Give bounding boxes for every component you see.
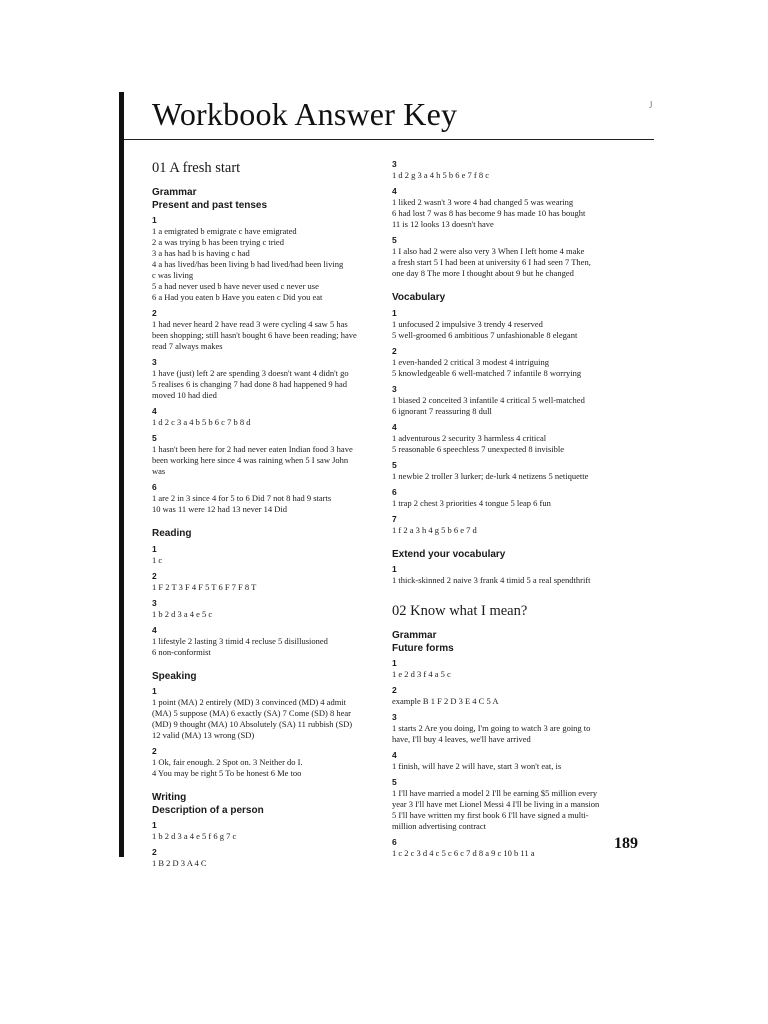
exercise-block (392, 186, 650, 230)
answer-line: 1 are 2 in 3 since 4 for 5 to 6 Did 7 not 8 had 9 starts (152, 493, 332, 503)
answer-line: 6 a Had you eaten b Have you eaten c Did you eat (152, 292, 323, 302)
answer-line: 6 non-conformist (152, 646, 211, 657)
exercise-number: 4 (152, 624, 157, 635)
exercise-number: 4 (152, 406, 157, 416)
exercise-number: 1 (392, 307, 397, 318)
exercise-number: 2 (152, 570, 157, 581)
answer-line: 1 b 2 d 3 a 4 e 5 f 6 g 7 c (152, 831, 237, 841)
unit-1-writing-exercises (152, 820, 388, 869)
left-column (152, 160, 388, 874)
answer-line: 4 You may be right 5 To be honest 6 Me too (152, 768, 302, 778)
answer-line: 1 d 2 g 3 a 4 h 5 b 6 e 7 f 8 c (392, 170, 490, 180)
exercise-block (152, 482, 388, 515)
unit-1-grammar-exercises-continued (392, 159, 650, 279)
answer-line: 5 reasonable 6 speechless 7 unexpected 8 invisible (392, 443, 565, 454)
answer-line: 1 point (MA) 2 entirely (MD) 3 convinced (MD) 4 admit (152, 697, 347, 707)
exercise-block (392, 750, 650, 772)
exercise-block (392, 422, 650, 455)
answer-line: 1 had never heard 2 have read 3 were cycling 4 saw 5 has (152, 319, 348, 329)
exercise-number: 1 (152, 215, 157, 225)
exercise-number: 2 (392, 685, 397, 695)
unit-1-grammar-heading: Grammar (152, 187, 197, 198)
exercise-block (392, 837, 650, 859)
exercise-block (152, 571, 388, 593)
exercise-number: 4 (392, 421, 397, 432)
unit-1-extend-vocabulary-heading: Extend your vocabulary (392, 548, 506, 560)
exercise-block (152, 598, 388, 620)
unit-1-vocabulary-exercises (392, 308, 650, 536)
answer-line: 1 f 2 a 3 h 4 g 5 b 6 e 7 d (392, 524, 477, 535)
exercise-block (152, 746, 388, 779)
exercise-number: 1 (392, 658, 397, 668)
unit-1-vocabulary-heading: Vocabulary (392, 292, 446, 303)
answer-line: year 3 I'll have met Lionel Messi 4 I'll be living in a mansion (392, 799, 600, 809)
unit-2-grammar-heading: Grammar (392, 630, 437, 641)
title-divider (124, 139, 654, 140)
unit-1-writing-heading: Writing (152, 792, 187, 803)
exercise-block (152, 820, 388, 842)
answer-line: 1 lifestyle 2 lasting 3 timid 4 recluse 5 disillusioned (152, 635, 328, 646)
answer-line: was (152, 466, 166, 476)
answer-line: been shopping; still hasn't bought 6 have been reading; have (152, 330, 357, 340)
answer-line: 6 had lost 7 was 8 has become 9 has made 10 has bought (392, 208, 586, 218)
answer-line: moved 10 had died (152, 390, 217, 400)
exercise-block (152, 357, 388, 401)
page-corner-mark: J (649, 100, 653, 110)
exercise-block (152, 406, 388, 428)
exercise-number: 1 (152, 686, 157, 696)
exercise-number: 1 (152, 543, 157, 554)
answer-line: 1 starts 2 Are you doing, I'm going to watch 3 are going to (392, 723, 591, 733)
unit-1-grammar-exercises (152, 215, 388, 515)
exercise-block (392, 384, 650, 417)
unit-1-writing-subheading: Description of a person (152, 804, 264, 816)
exercise-block (392, 346, 650, 379)
exercise-number: 4 (392, 186, 397, 196)
exercise-number: 2 (152, 847, 157, 857)
answer-line: c was living (152, 270, 194, 280)
exercise-number: 2 (152, 746, 157, 756)
answer-line: 1 trap 2 chest 3 priorities 4 tongue 5 leap 6 fun (392, 497, 551, 508)
answer-line: (MA) 5 suppose (MA) 6 exactly (SA) 7 Come (SD) 8 hear (152, 708, 352, 718)
answer-line: 10 was 11 were 12 had 13 never 14 Did (152, 504, 287, 514)
answer-line: read 7 always makes (152, 341, 223, 351)
answer-line: 1 thick-skinned 2 naive 3 frank 4 timid 5 a real spendthrift (392, 575, 591, 585)
exercise-block (152, 215, 388, 303)
unit-1-reading-exercises (152, 544, 388, 658)
answer-line: 1 liked 2 wasn't 3 wore 4 had changed 5 was wearing (392, 197, 574, 207)
exercise-number: 5 (152, 433, 157, 443)
exercise-number: 3 (152, 357, 157, 367)
exercise-number: 2 (152, 308, 157, 318)
answer-line: 1 B 2 D 3 A 4 C (152, 858, 207, 868)
answer-line: example B 1 F 2 D 3 E 4 C 5 A (392, 696, 499, 706)
exercise-block (392, 564, 650, 586)
answer-line: (MD) 9 thought (MA) 10 Absolutely (SA) 11 rubbish (SD) (152, 719, 353, 729)
unit-1-speaking-exercises (152, 686, 388, 779)
exercise-block (392, 712, 650, 745)
exercise-number: 3 (392, 159, 397, 169)
answer-line: 1 finish, will have 2 will have, start 3 won't eat, is (392, 761, 562, 771)
exercise-number: 5 (392, 235, 397, 245)
answer-line: 2 a was trying b has been trying c tried (152, 237, 284, 247)
exercise-block (152, 308, 388, 352)
answer-line: 1 d 2 c 3 a 4 b 5 b 6 c 7 b 8 d (152, 417, 251, 427)
answer-line: 1 I'll have married a model 2 I'll be earning $5 million every (392, 788, 598, 798)
answer-line: 5 knowledgeable 6 well-matched 7 infantile 8 worrying (392, 367, 582, 378)
exercise-number: 2 (392, 345, 397, 356)
answer-line: 1 Ok, fair enough. 2 Spot on. 3 Neither do I. (152, 757, 303, 767)
exercise-number: 6 (152, 482, 157, 492)
unit-1-speaking-heading: Speaking (152, 670, 197, 682)
page-title: Workbook Answer Key (152, 96, 458, 132)
exercise-block (152, 625, 388, 658)
exercise-number: 6 (392, 837, 397, 847)
answer-line: one day 8 The more I thought about 9 but he changed (392, 268, 574, 278)
exercise-block (392, 235, 650, 279)
answer-line: 1 b 2 d 3 a 4 e 5 c (152, 608, 213, 619)
unit-1-title: 01 A fresh start (152, 160, 241, 176)
answer-line: 1 even-handed 2 critical 3 modest 4 intriguing (392, 356, 549, 367)
exercise-number: 5 (392, 777, 397, 787)
unit-1-extend-vocabulary-exercises (392, 564, 650, 586)
exercise-number: 3 (152, 597, 157, 608)
unit-2-title: 02 Know what I mean? (392, 603, 528, 619)
exercise-block (392, 777, 650, 832)
answer-line: 5 well-groomed 6 ambitious 7 unfashionable 8 elegant (392, 329, 578, 340)
answer-line: 3 a has had b is having c had (152, 248, 250, 258)
exercise-block (392, 514, 650, 536)
exercise-number: 1 (152, 820, 157, 830)
exercise-block (392, 658, 650, 680)
exercise-block (152, 686, 388, 741)
answer-line: million advertising contract (392, 821, 486, 831)
exercise-number: 1 (392, 564, 397, 574)
answer-line: 5 realises 6 is changing 7 had done 8 had happened 9 had (152, 379, 347, 389)
exercise-number: 6 (392, 486, 397, 497)
answer-line: 1 c (152, 554, 163, 565)
unit-1-reading-heading: Reading (152, 528, 192, 539)
answer-line: 1 a emigrated b emigrate c have emigrated (152, 226, 297, 236)
answer-line: 1 unfocused 2 impulsive 3 trendy 4 reserved (392, 318, 543, 329)
answer-line: 1 I also had 2 were also very 3 When I left home 4 make (392, 246, 585, 256)
page-number: 189 (614, 835, 638, 852)
exercise-number: 4 (392, 750, 397, 760)
answer-line: 1 have (just) left 2 are spending 3 doesn't want 4 didn't go (152, 368, 349, 378)
right-column (392, 159, 650, 864)
exercise-block (392, 487, 650, 509)
exercise-block (392, 685, 650, 707)
answer-line: 1 biased 2 conceited 3 infantile 4 critical 5 well-matched (392, 394, 585, 405)
exercise-number: 5 (392, 459, 397, 470)
answer-line: 1 adventurous 2 security 3 harmless 4 critical (392, 432, 547, 443)
answer-line: have, I'll buy 4 leaves, we'll have arrived (392, 734, 531, 744)
answer-line: 6 ignorant 7 reassuring 8 dull (392, 405, 492, 416)
exercise-block (392, 308, 650, 341)
page-spine-shadow (119, 92, 124, 857)
unit-1-grammar-subheading: Present and past tenses (152, 199, 268, 211)
answer-line: 1 hasn't been here for 2 had never eaten Indian food 3 have (152, 444, 353, 454)
answer-line: 12 valid (MA) 13 wrong (SD) (152, 730, 255, 740)
exercise-number: 3 (392, 712, 397, 722)
exercise-block (152, 433, 388, 477)
answer-line: 11 is 12 looks 13 doesn't have (392, 219, 494, 229)
exercise-number: 3 (392, 383, 397, 394)
answer-line: 5 a had never used b have never used c never use (152, 281, 319, 291)
answer-line: been working here since 4 was raining when 5 I saw John (152, 455, 349, 465)
unit-2-grammar-exercises (392, 658, 650, 859)
answer-line: 1 e 2 d 3 f 4 a 5 c (392, 669, 451, 679)
answer-line: 4 a has lived/has been living b had lived/had been living (152, 259, 344, 269)
answer-line: 1 F 2 T 3 F 4 F 5 T 6 F 7 F 8 T (152, 581, 257, 592)
exercise-block (392, 159, 650, 181)
answer-line: 1 c 2 c 3 d 4 c 5 c 6 c 7 d 8 a 9 c 10 b 11 a (392, 848, 535, 858)
exercise-block (152, 847, 388, 869)
exercise-block (392, 460, 650, 482)
exercise-number: 7 (392, 513, 397, 524)
answer-line: 5 I'll have written my first book 6 I'll have signed a multi- (392, 810, 589, 820)
unit-2-grammar-subheading: Future forms (392, 642, 454, 654)
answer-line: 1 newbie 2 troller 3 lurker; de-lurk 4 netizens 5 netiquette (392, 470, 589, 481)
exercise-block (152, 544, 388, 566)
answer-line: a fresh start 5 I had been at university 6 I had seen 7 Then, (392, 257, 591, 267)
